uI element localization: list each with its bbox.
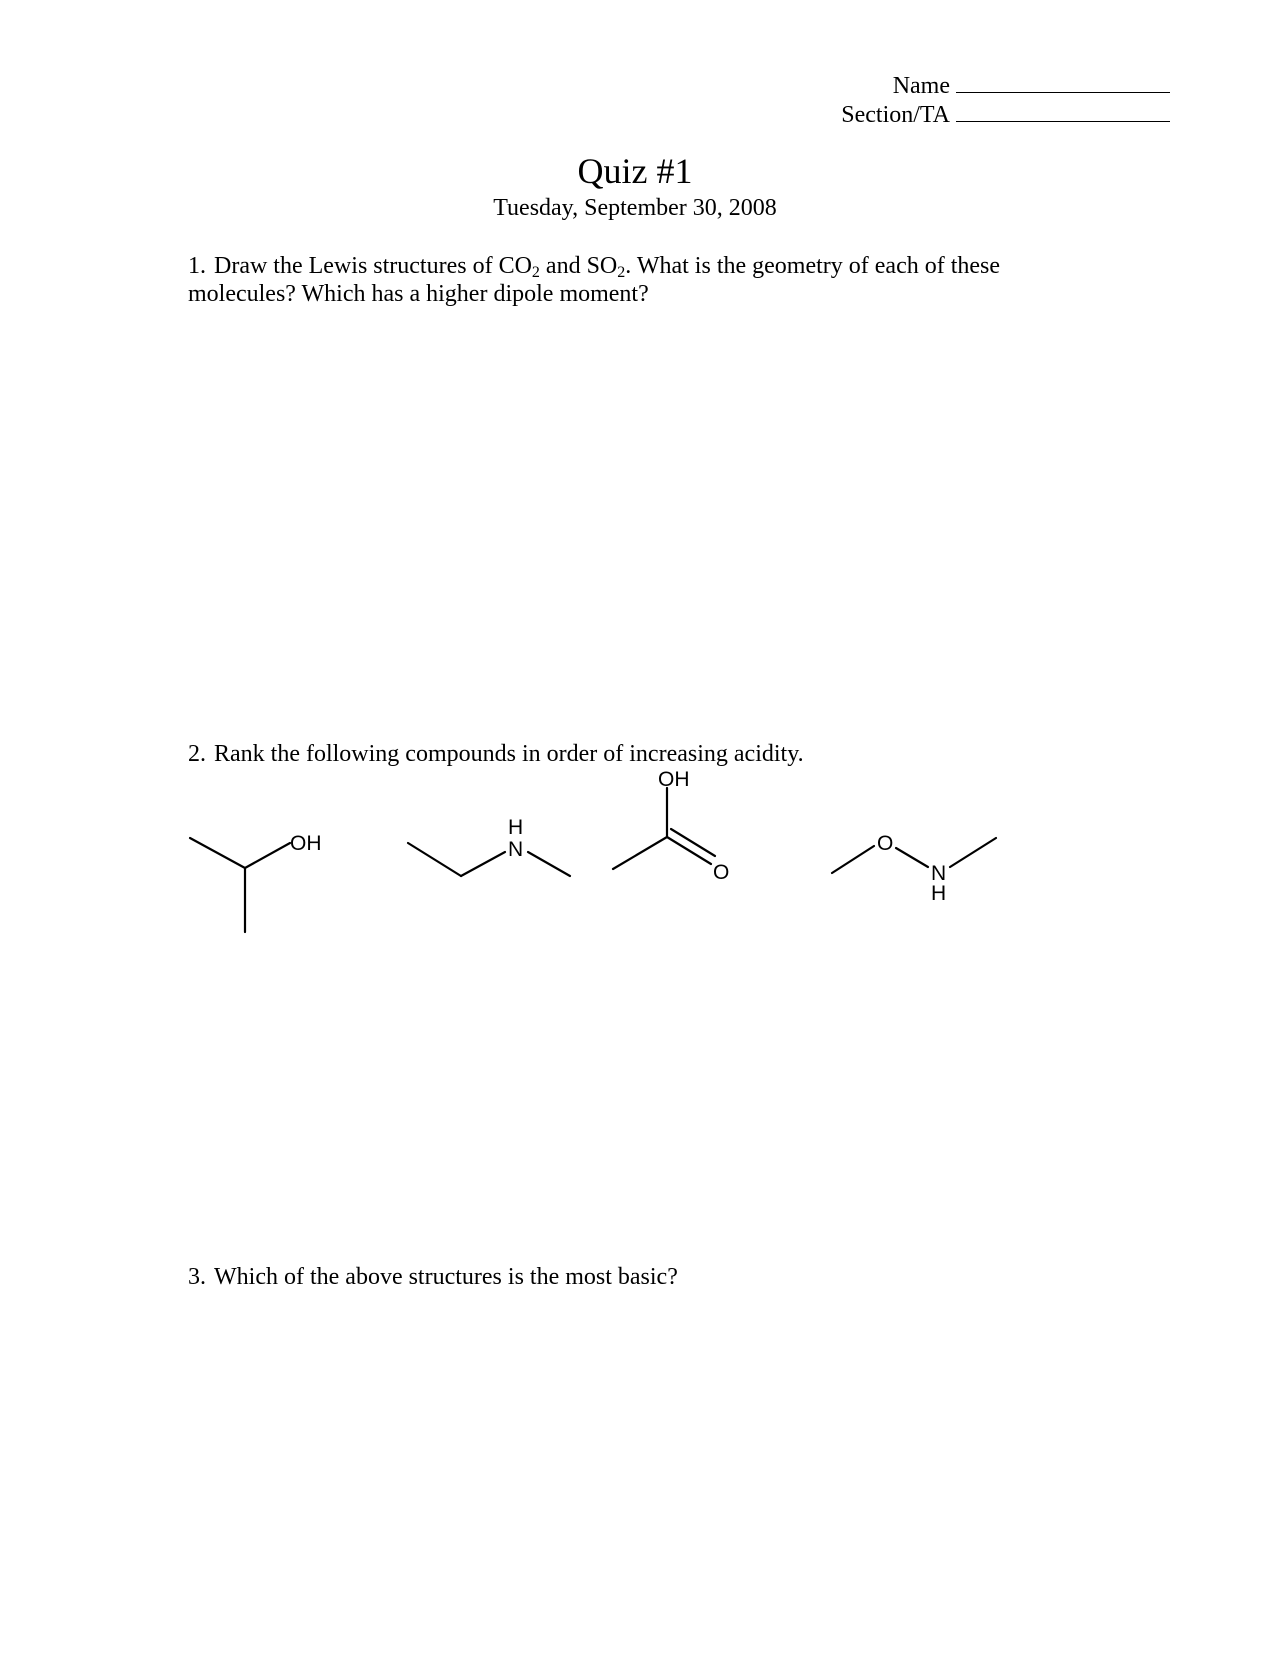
acetic-acid-structure <box>613 788 715 869</box>
ethylmethylamine-structure <box>408 843 570 876</box>
question-3-number: 3. <box>188 1264 206 1290</box>
section-label: Section/TA <box>841 102 950 128</box>
ether-h-label: H <box>931 882 947 905</box>
ether-n-label: N <box>931 862 947 885</box>
so2-subscript: 2 <box>617 264 626 281</box>
acid-o-label: O <box>713 861 730 884</box>
isobutanol-oh-label: OH <box>290 832 322 855</box>
amine-n-label: N <box>508 838 524 861</box>
name-label: Name <box>892 73 950 99</box>
quiz-date: Tuesday, September 30, 2008 <box>493 195 777 221</box>
acid-oh-label: OH <box>658 768 690 791</box>
question-1-text-c: . What is the geometry of each of these molecules? Which has a higher dipole moment? <box>188 253 1001 307</box>
question-3 <box>188 1263 1088 1291</box>
ether-o-label: O <box>877 832 894 855</box>
bond <box>461 852 505 876</box>
question-1-text-a: Draw the Lewis structures of CO <box>214 253 532 279</box>
methoxymethylamine-structure <box>832 838 996 873</box>
bond <box>245 843 290 868</box>
bond <box>190 838 245 868</box>
co2-subscript: 2 <box>531 264 540 281</box>
question-1-number: 1. <box>188 253 206 279</box>
isobutanol-structure <box>190 838 290 932</box>
question-3-text: Which of the above structures is the most basic? <box>214 1264 678 1290</box>
bond <box>950 838 996 867</box>
question-2-text: Rank the following compounds in order of increasing acidity. <box>214 741 804 767</box>
quiz-title: Quiz #1 <box>577 151 693 191</box>
bond <box>832 846 874 873</box>
amine-h-label: H <box>508 816 524 839</box>
bond <box>896 848 928 867</box>
bond <box>613 837 667 869</box>
bond <box>408 843 461 876</box>
question-1-text-b: and SO <box>539 253 618 279</box>
question-2-number: 2. <box>188 741 206 767</box>
bond <box>528 852 570 876</box>
